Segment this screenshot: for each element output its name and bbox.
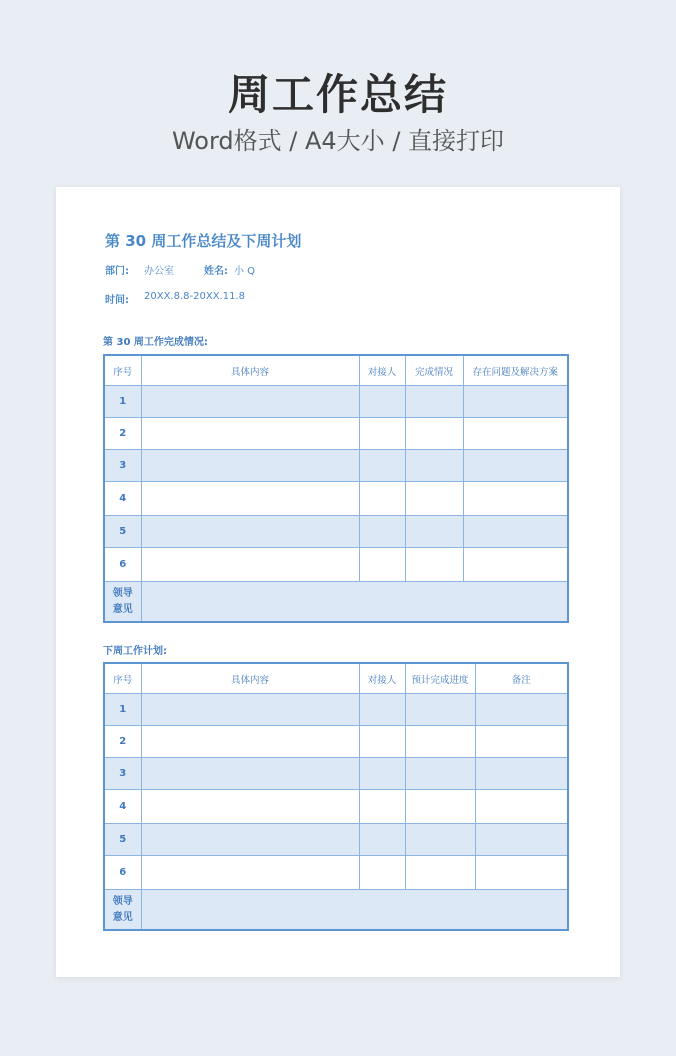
name-label: 姓名: [204,266,228,277]
contact-cell[interactable] [359,482,405,516]
row-number: 3 [104,758,141,790]
issues-cell[interactable] [463,516,568,548]
leader-opinion-row [104,890,568,931]
content-cell[interactable] [141,386,359,418]
contact-cell[interactable] [359,790,405,824]
notes-cell[interactable] [475,824,568,856]
row-number: 5 [104,516,141,548]
header-cell: 对接人 [359,355,405,386]
leader-opinion-cell[interactable] [141,890,568,931]
section-label-next-week: 下周工作计划: [103,646,167,657]
contact-cell[interactable] [359,450,405,482]
status-cell[interactable] [405,450,463,482]
leader-opinion-row [104,582,568,623]
contact-cell[interactable] [359,694,405,726]
name-value: 小 Q [234,266,256,277]
content-cell[interactable] [141,758,359,790]
contact-cell[interactable] [359,418,405,450]
time-value: 20XX.8.8-20XX.11.8 [144,291,245,302]
contact-cell[interactable] [359,548,405,582]
progress-cell[interactable] [405,694,475,726]
row-number: 2 [104,418,141,450]
status-cell[interactable] [405,482,463,516]
page-title: 周工作总结 [227,70,448,119]
header-cell: 存在问题及解决方案 [463,355,568,386]
table-row [104,790,568,824]
contact-cell[interactable] [359,516,405,548]
progress-cell[interactable] [405,726,475,758]
notes-cell[interactable] [475,790,568,824]
row-number: 1 [104,694,141,726]
contact-cell[interactable] [359,856,405,890]
contact-cell[interactable] [359,824,405,856]
content-cell[interactable] [141,450,359,482]
table-row [104,856,568,890]
row-number: 6 [104,856,141,890]
notes-cell[interactable] [475,726,568,758]
issues-cell[interactable] [463,450,568,482]
issues-cell[interactable] [463,548,568,582]
section-label-completed: 第 30 周工作完成情况: [103,337,208,348]
issues-cell[interactable] [463,482,568,516]
leader-opinion-label: 领导 意见 [104,582,141,623]
content-cell[interactable] [141,548,359,582]
contact-cell[interactable] [359,726,405,758]
table-row [104,758,568,790]
content-cell[interactable] [141,482,359,516]
progress-cell[interactable] [405,856,475,890]
progress-cell[interactable] [405,824,475,856]
dept-label: 部门: [105,266,129,277]
table-header-row [104,355,568,386]
status-cell[interactable] [405,386,463,418]
time-label: 时间: [105,295,129,306]
status-cell[interactable] [405,548,463,582]
notes-cell[interactable] [475,758,568,790]
header-cell: 备注 [475,663,568,694]
document-page [56,187,620,977]
completed-work-table [103,354,569,623]
status-cell[interactable] [405,418,463,450]
content-cell[interactable] [141,726,359,758]
issues-cell[interactable] [463,386,568,418]
table-row [104,726,568,758]
document-title: 第 30 周工作总结及下周计划 [105,232,302,250]
header-cell: 具体内容 [141,663,359,694]
content-cell[interactable] [141,856,359,890]
leader-opinion-cell[interactable] [141,582,568,623]
issues-cell[interactable] [463,418,568,450]
content-cell[interactable] [141,516,359,548]
table-row [104,482,568,516]
next-week-plan-table [103,662,569,931]
header-cell: 预计完成进度 [405,663,475,694]
status-cell[interactable] [405,516,463,548]
contact-cell[interactable] [359,758,405,790]
header-cell: 序号 [104,355,141,386]
content-cell[interactable] [141,694,359,726]
table-row [104,694,568,726]
notes-cell[interactable] [475,694,568,726]
header-cell: 具体内容 [141,355,359,386]
notes-cell[interactable] [475,856,568,890]
contact-cell[interactable] [359,386,405,418]
row-number: 1 [104,386,141,418]
content-cell[interactable] [141,790,359,824]
row-number: 6 [104,548,141,582]
row-number: 3 [104,450,141,482]
progress-cell[interactable] [405,790,475,824]
table-row [104,548,568,582]
leader-opinion-label: 领导 意见 [104,890,141,931]
header-cell: 完成情况 [405,355,463,386]
table-row [104,516,568,548]
row-number: 4 [104,790,141,824]
table-row [104,418,568,450]
row-number: 5 [104,824,141,856]
content-cell[interactable] [141,824,359,856]
table-header-row [104,663,568,694]
row-number: 4 [104,482,141,516]
content-cell[interactable] [141,418,359,450]
table-row [104,450,568,482]
header-cell: 对接人 [359,663,405,694]
header-cell: 序号 [104,663,141,694]
table-row [104,386,568,418]
row-number: 2 [104,726,141,758]
page-subtitle: Word格式 / A4大小 / 直接打印 [171,127,505,155]
progress-cell[interactable] [405,758,475,790]
table-row [104,824,568,856]
dept-value: 办公室 [144,266,174,277]
